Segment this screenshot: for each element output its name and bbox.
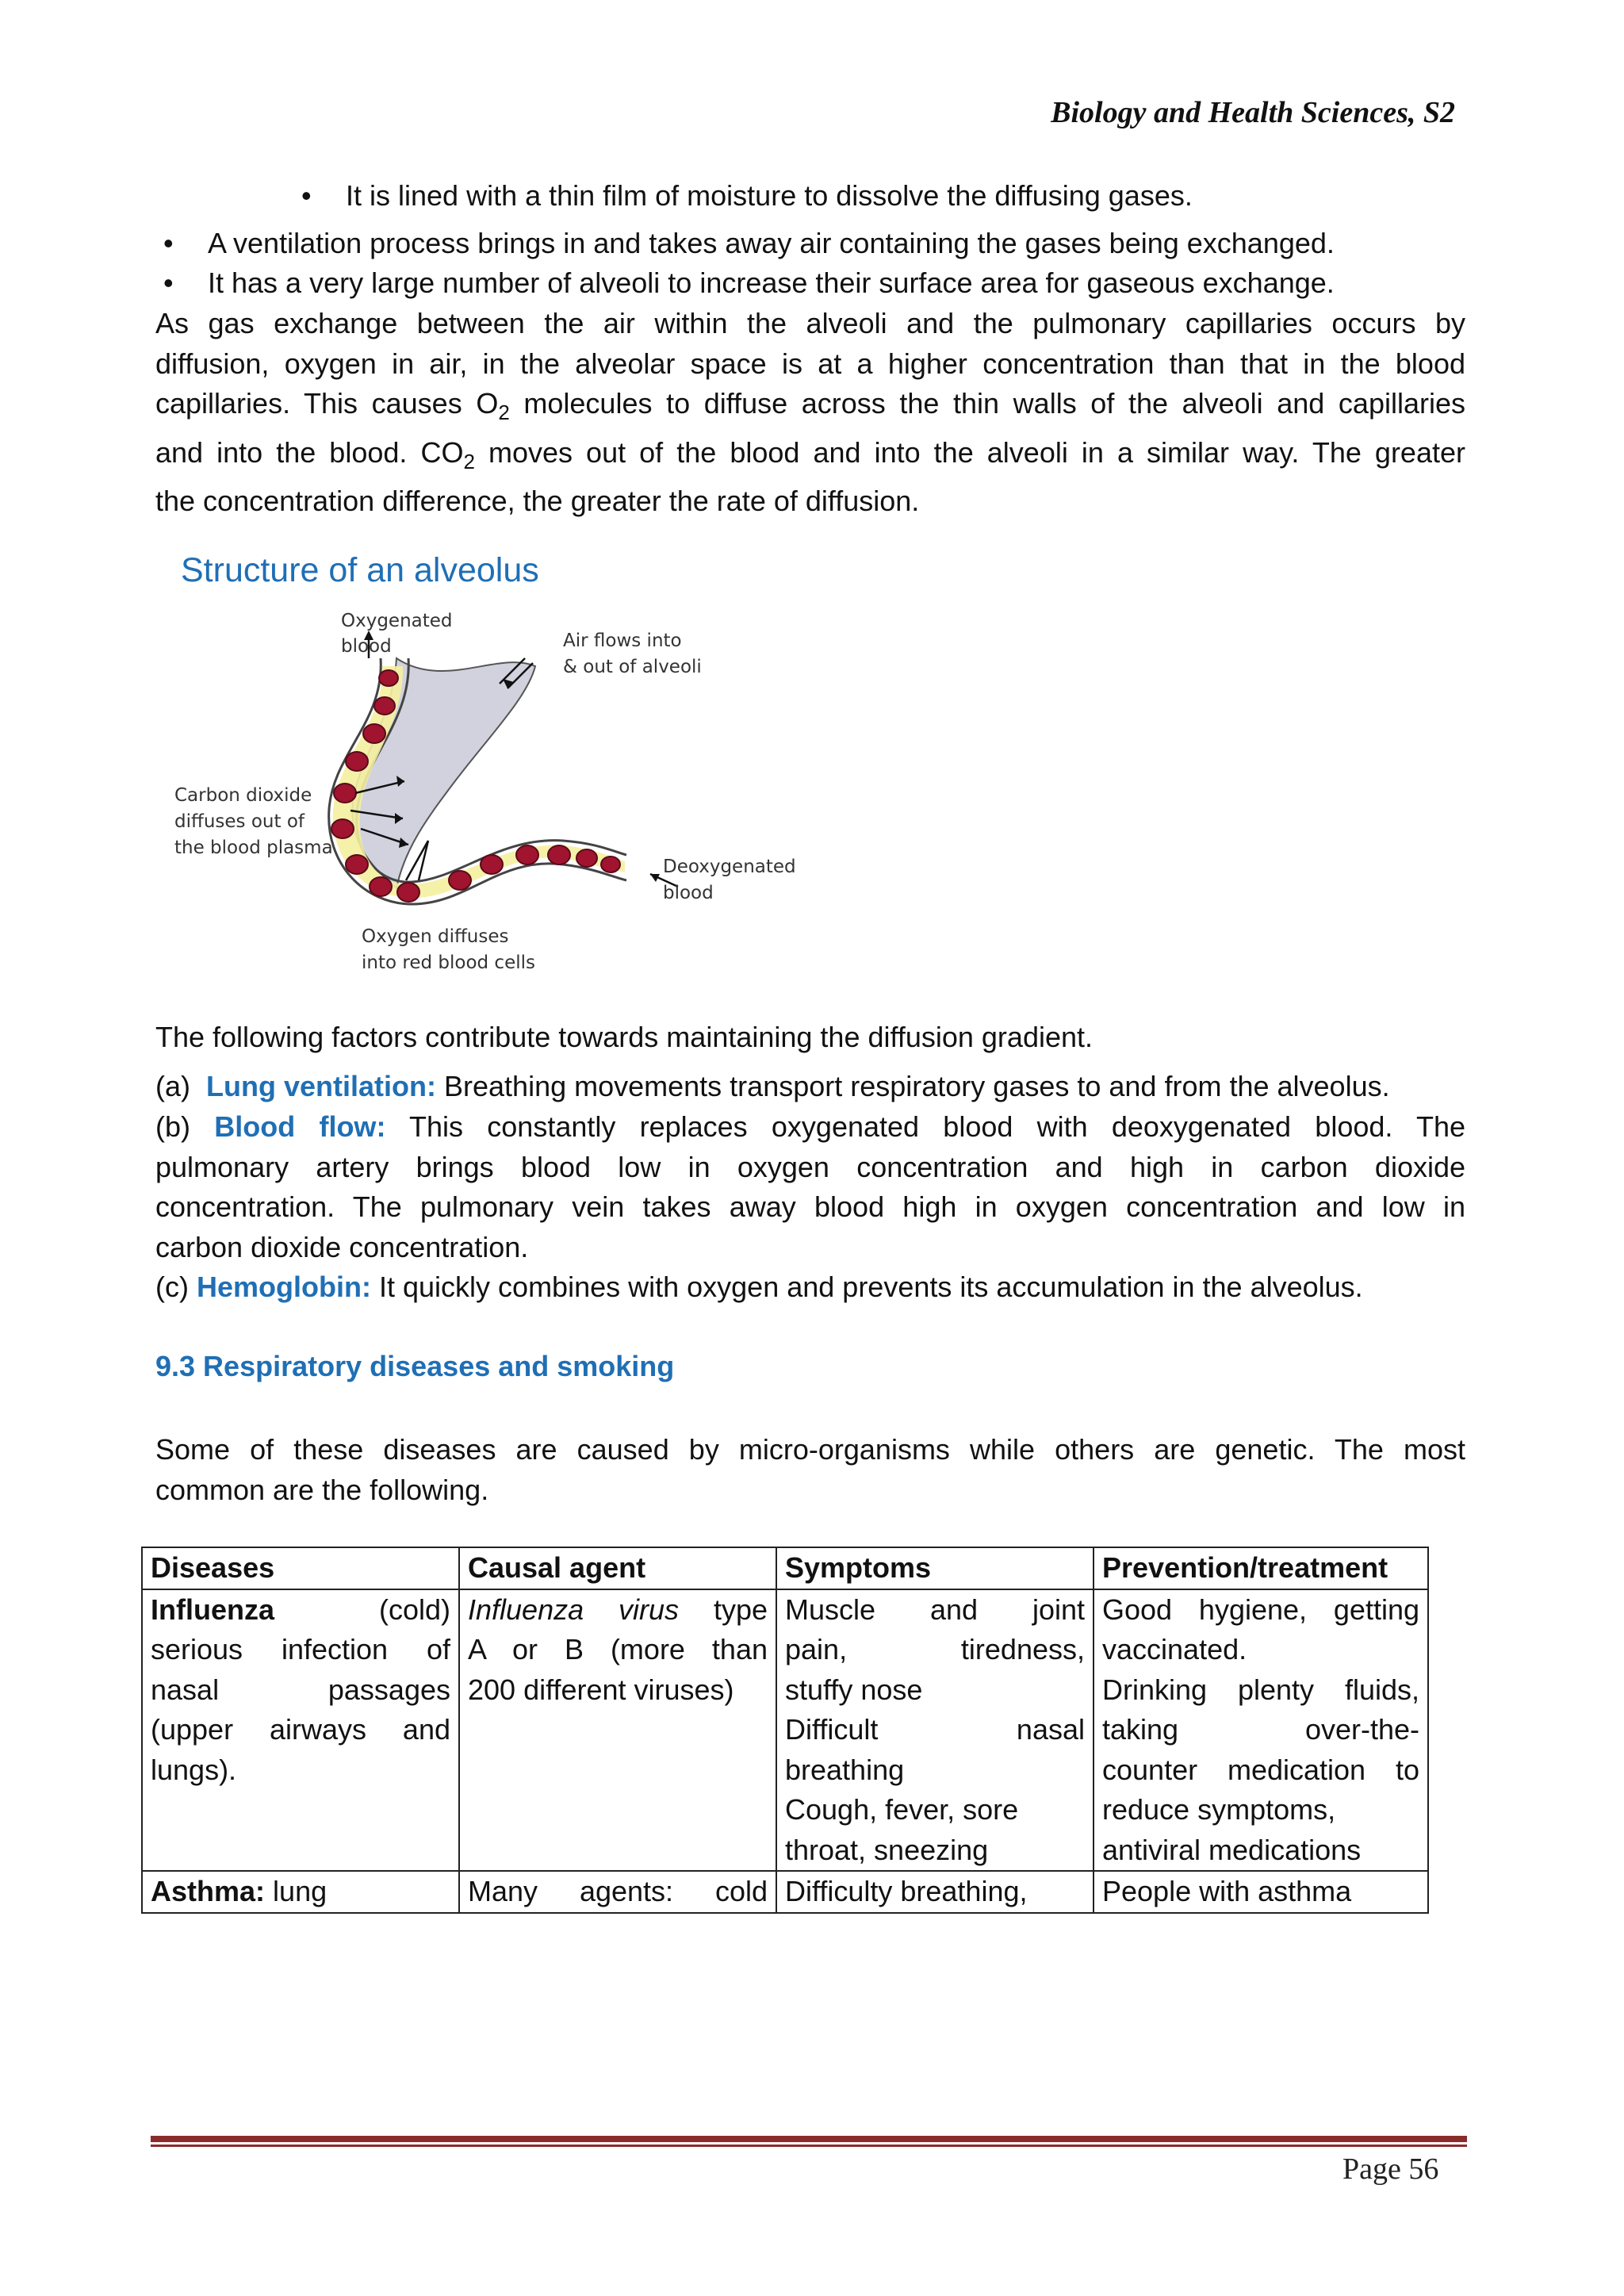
column-header: Prevention/treatment (1094, 1547, 1428, 1589)
table-row (142, 1589, 1428, 1872)
section-heading: Structure of an alveolus (181, 551, 539, 589)
table-row (142, 1871, 1428, 1913)
paragraph-line: diffusion, oxygen in air, in the alveolar space is at a higher concentration than that in the blood (155, 347, 1465, 380)
table-cell (1094, 1589, 1428, 1872)
cell-line (151, 1590, 450, 1631)
bullet-item (163, 224, 1335, 263)
label-carbon-dioxide: the blood plasma (174, 838, 333, 858)
cell-line: Muscle and joint (785, 1593, 1085, 1626)
text-run: (cold) (378, 1593, 450, 1626)
label-oxygen-diffuses: into red blood cells (362, 953, 535, 973)
bullet-dot: • (163, 266, 174, 299)
footer-rule (151, 2145, 1467, 2147)
factor-c (155, 1267, 1465, 1308)
table-cell: People with asthma (1094, 1871, 1428, 1913)
paragraph-line: common are the following. (155, 1473, 489, 1506)
table-cell: Difficulty breathing, (776, 1871, 1094, 1913)
bullet-item (163, 263, 1335, 303)
table-cell (142, 1871, 459, 1913)
text-run: molecules to diffuse across the thin walls of the alveoli and capillaries (509, 387, 1465, 420)
paragraph-line: As gas exchange between the air within the alveoli and the pulmonary capillaries occurs by (155, 307, 1465, 339)
bullet-text: A ventilation process brings in and takes away air containing the gases being exchanged. (208, 227, 1335, 259)
text-run: and into the blood. CO (155, 435, 464, 469)
table-cell (142, 1589, 459, 1872)
cell-line: Good hygiene, getting (1102, 1593, 1419, 1626)
factor-prefix: (a) (155, 1070, 190, 1102)
paragraph-line (155, 384, 1465, 433)
text-run: This constantly replaces oxygenated blood with deoxygenated blood. The (409, 1110, 1466, 1143)
cell-line: breathing (785, 1753, 905, 1786)
table-cell (776, 1589, 1094, 1872)
bullet-text: It is lined with a thin film of moisture to dissolve the diffusing gases. (346, 179, 1193, 212)
paragraph-line: pulmonary artery brings blood low in oxygen concentration and high in carbon dioxide (155, 1150, 1465, 1183)
cell-line: Many agents: cold (468, 1875, 768, 1907)
label-carbon-dioxide: diffuses out of (174, 811, 304, 832)
factors-intro: The following factors contribute towards maintaining the diffusion gradient. (155, 1021, 1094, 1053)
paragraph-line: carbon dioxide concentration. (155, 1230, 529, 1263)
factor-prefix: (c) (155, 1271, 189, 1303)
cell-line: lungs). (151, 1753, 237, 1786)
cell-line: throat, sneezing (785, 1833, 989, 1866)
disease-name: Asthma: (151, 1875, 266, 1907)
cell-line: Cough, fever, sore (785, 1793, 1019, 1826)
diffusion-paragraph (155, 304, 1465, 522)
paragraph-line: concentration. The pulmonary vein takes away blood high in oxygen concentration and low in (155, 1190, 1465, 1223)
cell-line: nasal passages (151, 1673, 450, 1706)
factor-term: Hemoglobin: (197, 1271, 371, 1303)
text-run: lung (273, 1875, 327, 1907)
diseases-intro (155, 1430, 1465, 1510)
label-oxygenated: blood (341, 636, 392, 657)
disease-name: Influenza (151, 1593, 275, 1626)
table-cell (459, 1871, 776, 1913)
factor-b (155, 1107, 1465, 1267)
text-run: Influenza virus (468, 1593, 680, 1626)
cell-line: Difficult nasal (785, 1713, 1085, 1746)
column-header: Symptoms (776, 1547, 1094, 1589)
cell-line: A or B (more than (468, 1633, 768, 1665)
label-deoxygenated: Deoxygenated (663, 857, 796, 877)
label-air-flow: Air flows into (563, 631, 682, 651)
label-air-flow: & out of alveoli (563, 657, 702, 677)
factor-text: Breathing movements transport respiratory gases to and from the alveolus. (444, 1070, 1390, 1102)
factor-term: Lung ventilation: (206, 1070, 436, 1102)
table-header-row (142, 1547, 1428, 1589)
cell-line: serious infection of (151, 1633, 450, 1665)
label-oxygenated: Oxygenated (341, 611, 453, 631)
bullet-dot: • (301, 179, 312, 212)
cell-line: 200 different viruses) (468, 1673, 734, 1706)
subscript: 2 (498, 401, 510, 425)
factor-prefix: (b) (155, 1110, 190, 1143)
bullet-text: It has a very large number of alveoli to increase their surface area for gaseous exchange. (208, 266, 1335, 299)
factor-term: Blood flow: (214, 1110, 386, 1143)
footer-rule (151, 2136, 1467, 2142)
table-cell (459, 1589, 776, 1872)
text-run: capillaries. This causes O (155, 387, 499, 420)
cell-line: reduce symptoms, (1102, 1793, 1336, 1826)
paragraph-line: the concentration difference, the greater the rate of diffusion. (155, 485, 920, 518)
diseases-table (141, 1547, 1429, 1914)
label-carbon-dioxide: Carbon dioxide (174, 785, 312, 806)
paragraph-line (155, 1107, 1465, 1148)
running-header: Biology and Health Sciences, S2 (1051, 96, 1455, 129)
alveolus-diagram (167, 603, 817, 983)
label-oxygen-diffuses: Oxygen diffuses (362, 926, 509, 947)
factor-text: It quickly combines with oxygen and prevents its accumulation in the alveolus. (379, 1271, 1363, 1303)
subsection-heading: 9.3 Respiratory diseases and smoking (155, 1350, 675, 1382)
subscript: 2 (463, 449, 475, 473)
cell-line: pain, tiredness, (785, 1633, 1085, 1665)
cell-line: taking over-the- (1102, 1713, 1419, 1746)
cell-line: counter medication to (1102, 1753, 1419, 1786)
cell-line: Drinking plenty fluids, (1102, 1673, 1419, 1706)
text-run: moves out of the blood and into the alveoli in a similar way. The greater (474, 435, 1465, 469)
paragraph-line (155, 433, 1465, 482)
column-header: Diseases (142, 1547, 459, 1589)
cell-line: antiviral medications (1102, 1833, 1362, 1866)
factor-a (155, 1067, 1465, 1107)
bullet-item (301, 176, 1193, 216)
cell-line: (upper airways and (151, 1713, 450, 1746)
cell-line: stuffy nose (785, 1673, 923, 1706)
paragraph-line: Some of these diseases are caused by micro-organisms while others are genetic. The most (155, 1433, 1465, 1466)
cell-line: vaccinated. (1102, 1633, 1247, 1665)
text-run: type (713, 1593, 768, 1626)
column-header: Causal agent (459, 1547, 776, 1589)
bullet-dot: • (163, 227, 174, 259)
cell-line (468, 1590, 768, 1631)
page-number: Page 56 (1342, 2152, 1439, 2186)
label-deoxygenated: blood (663, 883, 714, 903)
